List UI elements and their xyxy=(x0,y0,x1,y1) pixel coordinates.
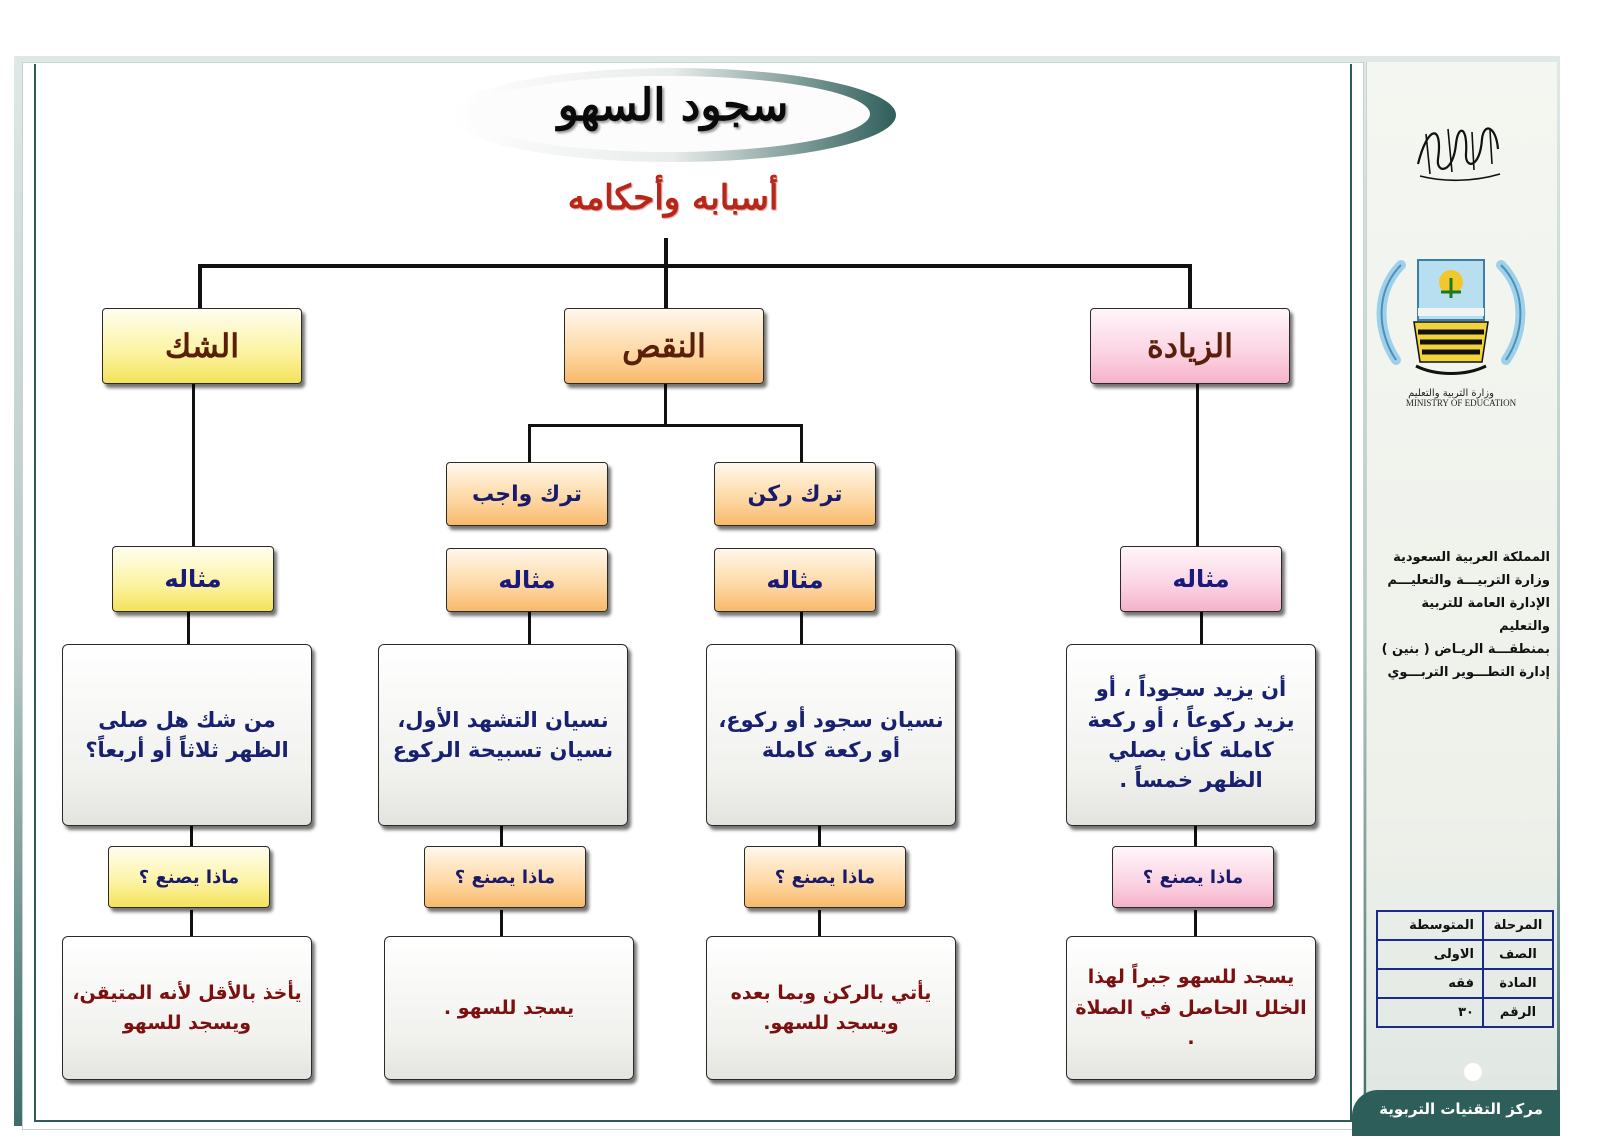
info-value: الاولى xyxy=(1377,940,1483,969)
ministry-name-en: MINISTRY OF EDUCATION xyxy=(1405,398,1517,408)
action-wajib: يسجد للسهو . xyxy=(384,936,634,1080)
info-row xyxy=(1377,969,1553,998)
info-key: الرقم xyxy=(1483,998,1553,1027)
org-line: وزارة التربيـــة والتعليـــم xyxy=(1387,573,1550,588)
info-row xyxy=(1377,940,1553,969)
example-wajib: نسيان التشهد الأول، نسيان تسبيحة الركوع xyxy=(378,644,628,826)
question-rukn: ماذا يصنع ؟ xyxy=(744,846,906,908)
example-label-wajib: مثاله xyxy=(446,548,608,612)
org-line: إدارة التطـــوير التربـــوي xyxy=(1387,665,1550,680)
info-table xyxy=(1376,910,1554,1028)
info-value: ٣٠ xyxy=(1377,998,1483,1027)
info-key: الصف xyxy=(1483,940,1553,969)
bismillah-calligraphy xyxy=(1408,104,1508,184)
info-value: المتوسطة xyxy=(1377,911,1483,940)
info-key: المرحلة xyxy=(1483,911,1553,940)
org-line: المملكة العربية السعودية xyxy=(1393,550,1550,565)
category-omission: النقص xyxy=(564,308,764,384)
footer-dot xyxy=(1464,1063,1482,1081)
info-row xyxy=(1377,998,1553,1027)
info-row xyxy=(1377,911,1553,940)
example-label-rukn: مثاله xyxy=(714,548,876,612)
diagram-title: سجود السهو xyxy=(557,80,789,131)
subcategory-wajib: ترك واجب xyxy=(446,462,608,526)
category-doubt: الشك xyxy=(102,308,302,384)
example-label-doubt: مثاله xyxy=(112,546,274,612)
diagram-subtitle: أسبابه وأحكامه xyxy=(567,178,779,218)
example-rukn: نسيان سجود أو ركوع، أو ركعة كاملة xyxy=(706,644,956,826)
info-key: المادة xyxy=(1483,969,1553,998)
org-line: بمنطقـــة الريـاض ( بنين ) xyxy=(1381,642,1550,657)
info-value: فقه xyxy=(1377,969,1483,998)
action-doubt: يأخذ بالأقل لأنه المتيقن، ويسجد للسهو xyxy=(62,936,312,1080)
org-line: الإدارة العامة للتربية والتعليم xyxy=(1421,596,1550,634)
question-addition: ماذا يصنع ؟ xyxy=(1112,846,1274,908)
action-addition: يسجد للسهو جبراً لهذا الخلل الحاصل في الصلاة . xyxy=(1066,936,1316,1080)
ministry-name-ar: وزارة التربية والتعليم xyxy=(1408,388,1494,399)
subcategory-rukn: ترك ركن xyxy=(714,462,876,526)
example-addition: أن يزيد سجوداً ، أو يزيد ركوعاً ، أو ركعة كاملة كأن يصلي الظهر خمساً . xyxy=(1066,644,1316,826)
footer-text: مركز التقنيات التربوية xyxy=(1379,1100,1543,1118)
question-doubt: ماذا يصنع ؟ xyxy=(108,846,270,908)
question-wajib: ماذا يصنع ؟ xyxy=(424,846,586,908)
ministry-logo xyxy=(1376,250,1526,410)
action-rukn: يأتي بالركن وبما بعده ويسجد للسهو. xyxy=(706,936,956,1080)
category-addition: الزيادة xyxy=(1090,308,1290,384)
example-doubt: من شك هل صلى الظهر ثلاثاً أو أربعاً؟ xyxy=(62,644,312,826)
example-label-addition: مثاله xyxy=(1120,546,1282,612)
organization-lines xyxy=(1370,546,1550,684)
